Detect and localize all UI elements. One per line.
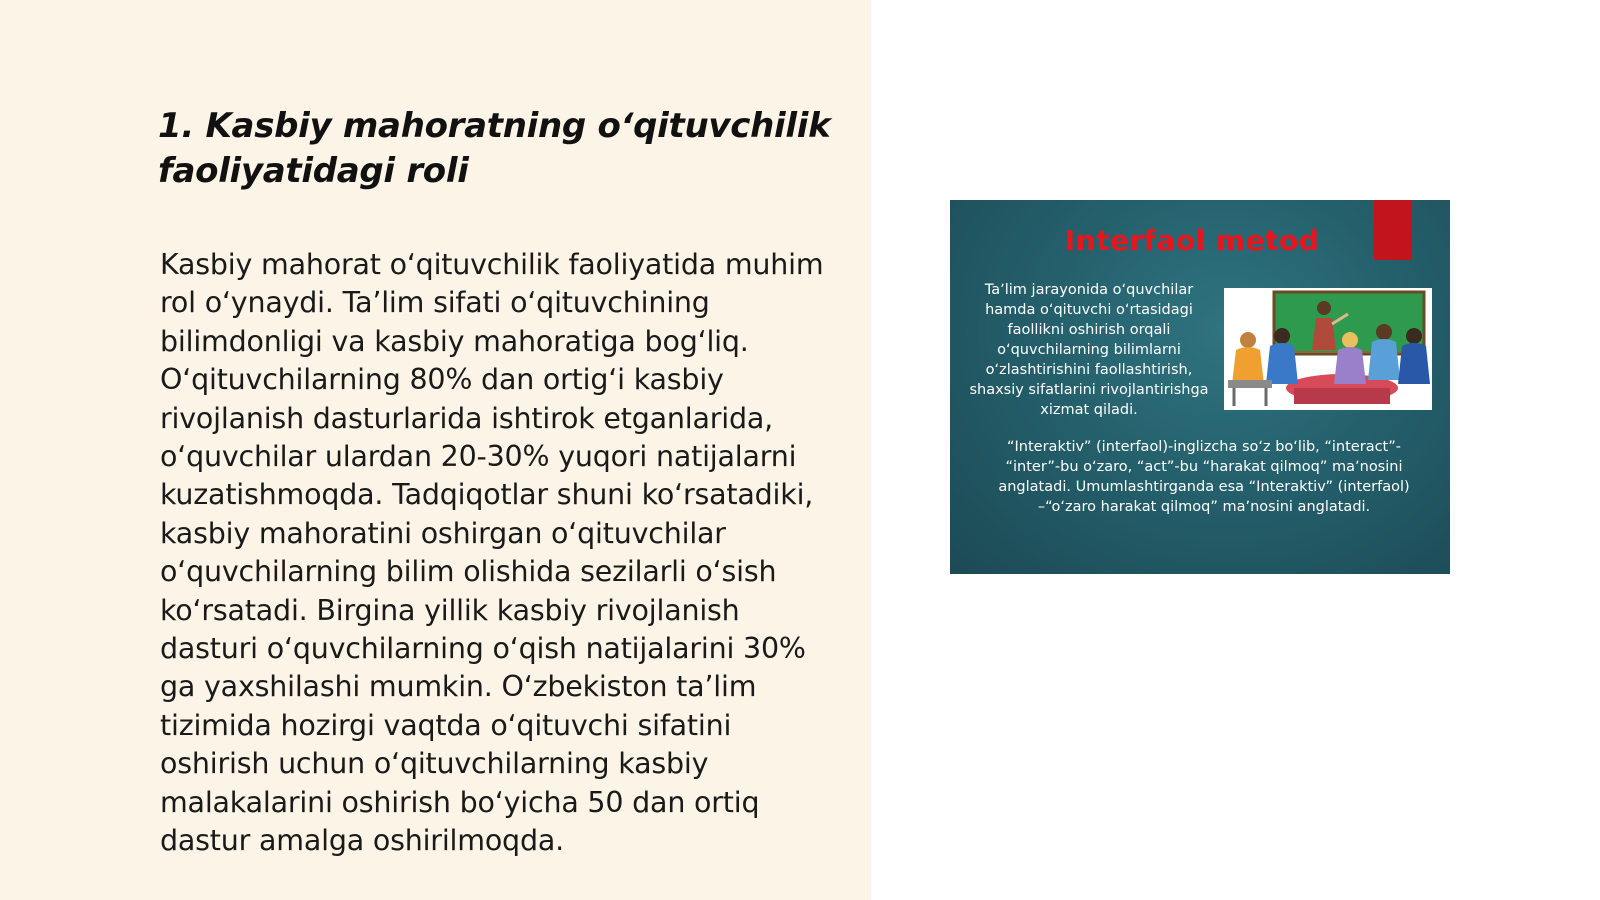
slide-body-text: Kasbiy mahorat oʻqituvchilik faoliyatida muhim rol oʻynaydi. Taʼlim sifati oʻqituvchining bilimdonligi va kasbiy mahoratiga bogʻliq. Oʻqituvchilarning 80% dan ortigʻi kasbiy rivojlanish dasturlarida ishtirok etganlarida, oʻquvchilar ulardan 20-30% yuqori natijalarni kuzatishmoqda. Tadqiqotlar shuni koʻrsatadiki, kasbiy mahoratini oshirgan oʻqituvchilar oʻquvchilarning bilim olishida sezilarli oʻsish koʻrsatadi. Birgina yillik kasbiy rivojlanish dasturi oʻquvchilarning oʻqish natijalarini 30% ga yaxshilashi mumkin. Oʻzbekiston taʼlim tizimida hozirgi vaqtda oʻqituvchi sifatini oshirish uchun oʻqituvchilarning kasbiy malakalarini oshirish boʻyicha 50 dan ortiq dastur amalga oshirilmoqda. [160, 248, 824, 858]
infographic-heading: Interfaol metod [1064, 224, 1320, 257]
interfaol-metod-image [950, 200, 1450, 574]
infographic-paragraph: Taʼlim jarayonida oʻquvchilar hamda oʻqituvchi oʻrtasidagi faollikni oshirish orqali oʻquvchilarning bilimlarni oʻzlashtirishini faollashtirish, shaxsiy sifatlarini rivojlantirishga xizmat qiladi. [969, 282, 1209, 418]
slide-title: 1. Kasbiy mahoratning oʻqituvchilik faoliyatidagi roli [158, 106, 831, 191]
infographic-footer: “Interaktiv” (interfaol)-inglizcha soʻz boʻlib, “interact”- “inter”-bu oʻzaro, “act”-bu “harakat qilmoq” maʼnosini anglatadi. Umumlashtirganda esa “Interaktiv” (interfaol) –“oʻzaro harakat qilmoq” maʼnosini anglatadi. [998, 439, 1410, 515]
classroom-illustration-icon [1224, 288, 1432, 410]
